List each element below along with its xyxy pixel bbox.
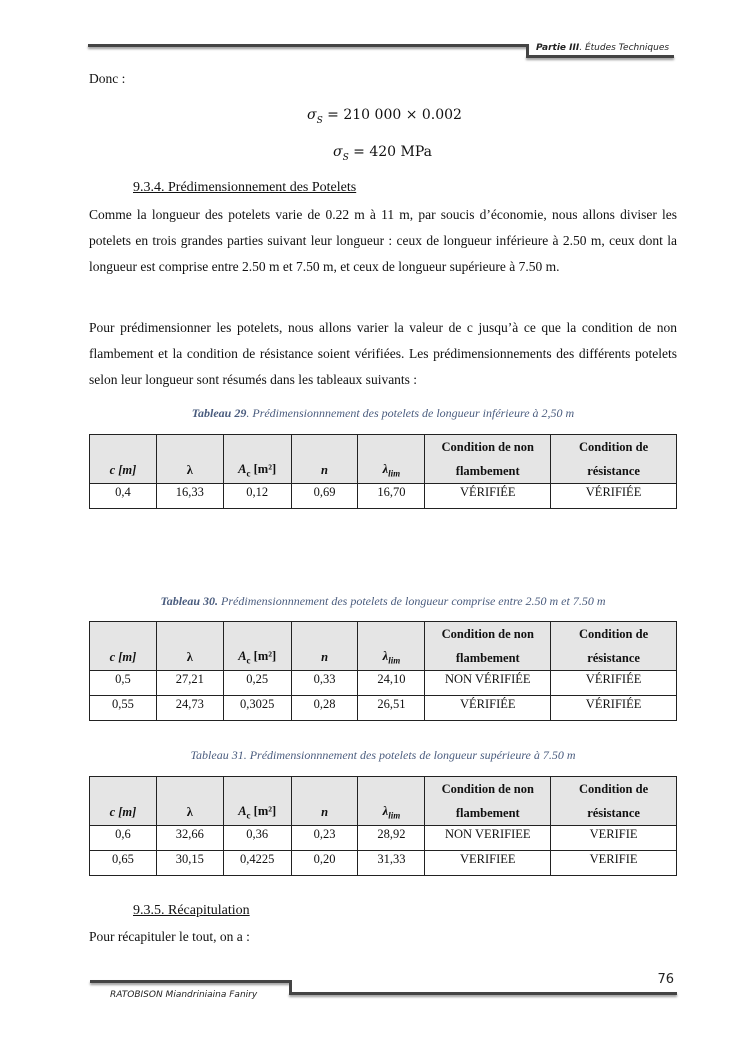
table-cell: VÉRIFIÉE (425, 696, 551, 721)
col-lambda: λ (156, 622, 223, 671)
col-c: c [m] (90, 622, 157, 671)
table-cell: 0,5 (90, 671, 157, 696)
table-cell: 32,66 (156, 826, 223, 851)
page-number: 76 (657, 972, 674, 987)
header-rule (88, 44, 528, 47)
equation-2: $\sigma_S = 420$ MPa (333, 144, 433, 163)
col-cond-resistance: Condition de résistance (551, 622, 677, 671)
intro-text: Donc : (89, 71, 126, 86)
table-cell: 0,28 (291, 696, 358, 721)
footer-rule (90, 980, 290, 983)
paragraph-1: Comme la longueur des potelets varie de 0.22 m à 11 m, par soucis d’économie, nous allons diviser les potelets en trois grandes parties suivant leur longueur : ceux de longueur inférieure à 2.50 m, ceux dont la longueur est comprise entre 2.50 m et 7.50 m, et ceux de longueur supérieure à 7.50 m. (89, 207, 677, 274)
table-cell: 0,69 (291, 484, 358, 509)
col-cond-flambement: Condition de non flambement (425, 622, 551, 671)
table-cell: VÉRIFIÉE (425, 484, 551, 509)
table-cell: 0,3025 (223, 696, 291, 721)
table-cell: 0,36 (223, 826, 291, 851)
footer-rule-lower (289, 992, 677, 995)
col-ac: $A_c$ [m²] (223, 777, 291, 826)
table-row (90, 671, 677, 696)
table-29 (89, 434, 677, 509)
table-cell: 24,10 (358, 671, 425, 696)
section-heading-potelets: 9.3.4. Prédimensionnement des Potelets (133, 180, 357, 195)
col-cond-resistance: Condition de résistance (551, 777, 677, 826)
col-n: n (291, 622, 358, 671)
table-cell: 0,23 (291, 826, 358, 851)
col-lambda: λ (156, 777, 223, 826)
table-cell: VÉRIFIÉE (551, 671, 677, 696)
table-cell: 16,70 (358, 484, 425, 509)
table-cell: 27,21 (156, 671, 223, 696)
col-lambda-lim: $\lambda_{lim}$ (358, 777, 425, 826)
equation-1: $\sigma_S = 210$ 000 × 0.002 (307, 107, 462, 126)
table-cell: NON VERIFIEE (425, 826, 551, 851)
table-cell: 28,92 (358, 826, 425, 851)
table-row (90, 696, 677, 721)
col-ac: $A_c$ [m²] (223, 622, 291, 671)
table-cell: VÉRIFIÉE (551, 484, 677, 509)
section-heading-recap: 9.3.5. Récapitulation (133, 903, 250, 918)
footer-author: RATOBISON Miandriniaina Faniry (110, 990, 258, 1000)
table-cell: 24,73 (156, 696, 223, 721)
table-cell: 31,33 (358, 851, 425, 876)
table-cell: 26,51 (358, 696, 425, 721)
col-n: n (291, 435, 358, 484)
table-cell: 0,55 (90, 696, 157, 721)
col-cond-flambement: Condition de non flambement (425, 435, 551, 484)
table-row (90, 851, 677, 876)
table-30-caption: Tableau 30. Prédimensionnnement des potelets de longueur comprise entre 2.50 m et 7.50 m (160, 594, 606, 608)
table-cell: VERIFIE (551, 851, 677, 876)
table-cell: 0,6 (90, 826, 157, 851)
recap-text: Pour récapituler le tout, on a : (89, 929, 250, 944)
table-cell: 0,12 (223, 484, 291, 509)
header-part: Partie III (536, 43, 580, 53)
col-lambda: λ (156, 435, 223, 484)
paragraph-2: Pour prédimensionner les potelets, nous allons varier la valeur de c jusqu’à ce que la condition de non flambement et la condition de résistance soient vérifiées. Les prédimensionnements des différents potelets selon leur longueur sont résumés dans les tableaux suivants : (89, 320, 677, 387)
table-31-caption: Tableau 31. Prédimensionnnement des potelets de longueur supérieure à 7.50 m (190, 748, 576, 762)
table-cell: 30,15 (156, 851, 223, 876)
header-rule-lower (526, 55, 674, 58)
table-cell: 0,33 (291, 671, 358, 696)
table-cell: NON VÉRIFIÉE (425, 671, 551, 696)
table-cell: VERIFIEE (425, 851, 551, 876)
col-ac: $A_c$ [m²] (223, 435, 291, 484)
running-header: Partie III. Études Techniques (536, 43, 670, 53)
table-29-caption: Tableau 29. Prédimensionnnement des potelets de longueur inférieure à 2,50 m (191, 406, 575, 420)
table-cell: 0,25 (223, 671, 291, 696)
header-section: Études Techniques (584, 43, 670, 53)
table-31 (89, 776, 677, 876)
col-cond-resistance: Condition de résistance (551, 435, 677, 484)
col-cond-flambement: Condition de non flambement (425, 777, 551, 826)
table-cell: VERIFIE (551, 826, 677, 851)
col-lambda-lim: $\lambda_{lim}$ (358, 622, 425, 671)
table-cell: 16,33 (156, 484, 223, 509)
table-30 (89, 621, 677, 721)
table-cell: 0,4225 (223, 851, 291, 876)
table-row (90, 484, 677, 509)
col-n: n (291, 777, 358, 826)
table-cell: VÉRIFIÉE (551, 696, 677, 721)
table-cell: 0,65 (90, 851, 157, 876)
table-cell: 0,4 (90, 484, 157, 509)
col-c: c [m] (90, 435, 157, 484)
table-cell: 0,20 (291, 851, 358, 876)
col-lambda-lim: $\lambda_{lim}$ (358, 435, 425, 484)
col-c: c [m] (90, 777, 157, 826)
table-row (90, 826, 677, 851)
